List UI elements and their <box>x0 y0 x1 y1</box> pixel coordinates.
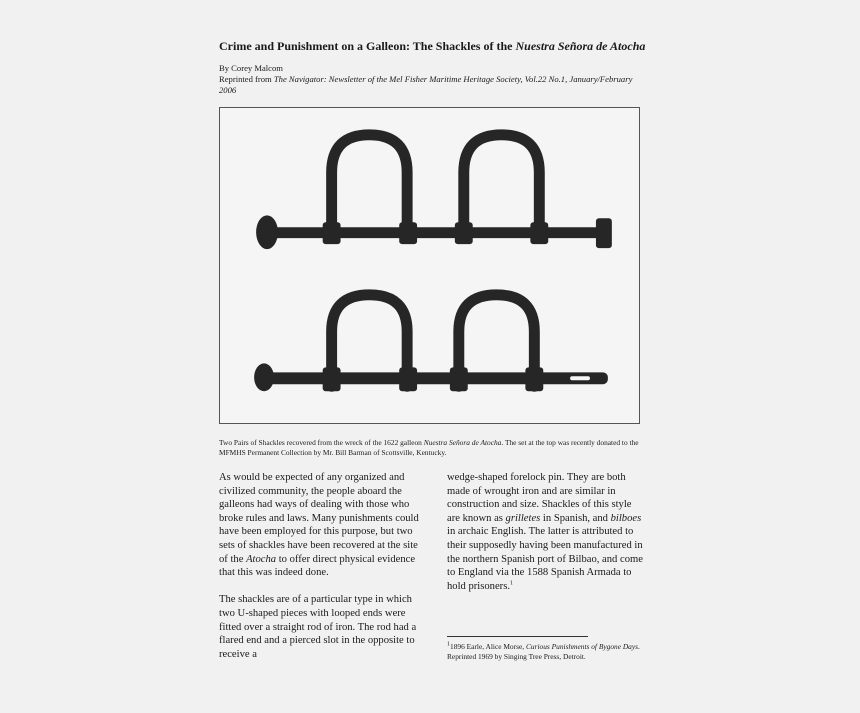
caption-text-end: . The set at the top was recently donated to the MFMHS Permanent Collection by Mr. Bill Barman of Scottsville, Kentucky. <box>219 438 639 457</box>
footnote <box>447 642 642 662</box>
ship-name: Atocha <box>246 553 277 565</box>
paragraph <box>447 471 647 593</box>
byline <box>219 63 649 96</box>
figure-caption <box>219 438 644 458</box>
footnote-text: 1896 Earle, Alice Morse, <box>450 642 526 651</box>
bottom-rod <box>265 372 608 384</box>
term-bilboes: bilboes <box>610 512 642 524</box>
body-column-left <box>219 471 424 675</box>
top-rod <box>270 227 608 238</box>
shackles-photo <box>219 107 640 424</box>
top-shackle-u-right <box>464 135 540 232</box>
paragraph-text: in archaic English. The latter is attributed to their supposedly having been manufactured in the northern Spanish port of Bilbao, and come to England via the 1588 Spanish Armada to hold prisoners. <box>447 526 643 592</box>
title-text: Crime and Punishment on a Galleon: The Shackles of the <box>219 39 516 53</box>
term-grilletes: grilletes <box>505 512 541 524</box>
bottom-rod-slot <box>570 376 590 380</box>
footnote-book-title: Curious Punishments of Bygone Days <box>525 642 639 651</box>
paragraph-text: in Spanish, and <box>540 512 611 524</box>
title-ship-name: Nuestra Señora de Atocha <box>515 39 646 53</box>
source-line <box>219 74 649 96</box>
source-publication: The Navigator: Newsletter of the Mel Fisher Maritime Heritage Society, Vol.22 No.1, January/February 2006 <box>219 74 633 95</box>
reprinted-label: Reprinted from <box>219 74 274 84</box>
shackles-illustration <box>220 108 639 423</box>
bottom-rod-flared-end <box>254 363 274 391</box>
footnote-number: 1 <box>447 641 450 648</box>
paragraph-text: The shackles are of a particular type in which two U-shaped pieces with looped ends were fitted over a straight rod of iron. The rod had a flared end and a pierced slot in the opposite to receive a <box>219 594 417 660</box>
top-rod-pin <box>596 218 612 248</box>
footnote-marker[interactable]: 1 <box>509 580 513 587</box>
article-title <box>219 39 659 54</box>
top-rod-flared-end <box>256 215 278 249</box>
paragraph-text: to offer direct physical evidence that this was indeed done. <box>219 553 416 579</box>
body-column-right <box>447 471 647 607</box>
caption-text: Two Pairs of Shackles recovered from the wreck of the 1622 galleon <box>219 438 424 447</box>
paragraph-text: As would be expected of any organized and civilized community, the people aboard the galleons had ways of dealing with those who broke rules and laws. Many punishments could have been employed for this purpose, but two sets of shackles have been recovered at the site of the <box>219 472 419 565</box>
top-shackle-u-left <box>332 135 408 232</box>
paragraph-text: wedge-shaped forelock pin. They are both made of wrought iron and are similar in construction and size. Shackles of this style are known as <box>447 472 632 524</box>
footnote-divider <box>447 636 588 637</box>
paragraph <box>219 471 424 580</box>
footnote-text-end: . Reprinted 1969 by Singing Tree Press, Detroit. <box>447 642 640 662</box>
paragraph <box>219 593 424 661</box>
caption-ship-name: Nuestra Señora de Atocha <box>423 438 502 447</box>
author-line: By Corey Malcom <box>219 63 283 73</box>
